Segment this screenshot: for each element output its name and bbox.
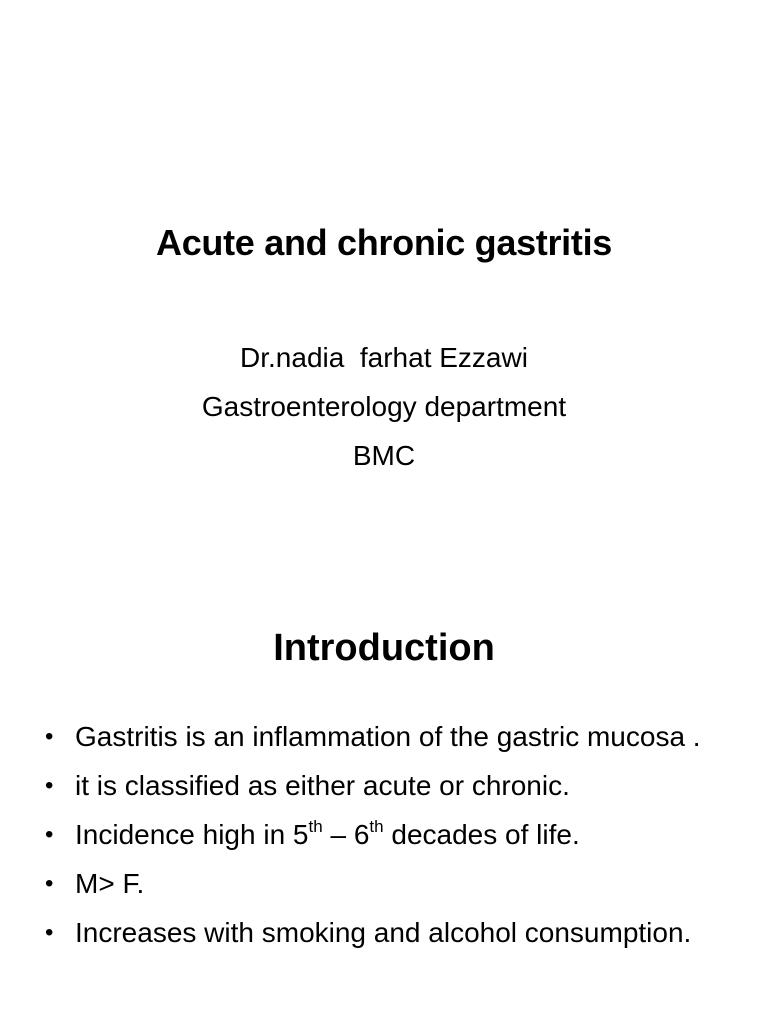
list-item — [45, 912, 725, 953]
bullet-text: it is classified as either acute or chronic. — [75, 770, 570, 801]
bullet-icon: • — [45, 870, 54, 897]
list-item — [45, 863, 725, 904]
superscript: th — [369, 817, 384, 836]
list-item — [45, 716, 725, 757]
slide-subtitle — [0, 333, 768, 480]
bullet-text-part: – 6 — [322, 819, 370, 850]
bullet-text-part: Incidence high in 5 — [75, 819, 309, 850]
bullet-text — [75, 819, 580, 850]
list-item — [45, 765, 725, 806]
bullet-text: M> F. — [75, 868, 145, 899]
superscript: th — [308, 817, 323, 836]
introduction-heading: Introduction — [273, 627, 495, 669]
list-item — [45, 814, 725, 855]
bullet-icon: • — [45, 919, 54, 946]
bullet-text-part: decades of life. — [383, 819, 580, 850]
introduction-slide — [0, 576, 768, 1024]
institution-name: BMC — [352, 440, 416, 471]
bullet-text: Increases with smoking and alcohol consumption. — [75, 917, 692, 948]
author-name: Dr.nadia farhat Ezzawi — [240, 342, 528, 373]
bullet-icon: • — [45, 723, 54, 750]
bullet-text: Gastritis is an inflammation of the gastric mucosa . — [75, 721, 701, 752]
bullet-icon: • — [45, 772, 54, 799]
department-name: Gastroenterology department — [201, 391, 567, 422]
bullet-icon: • — [45, 821, 54, 848]
slide-title: Acute and chronic gastritis — [156, 222, 612, 263]
bullet-list — [45, 716, 725, 961]
